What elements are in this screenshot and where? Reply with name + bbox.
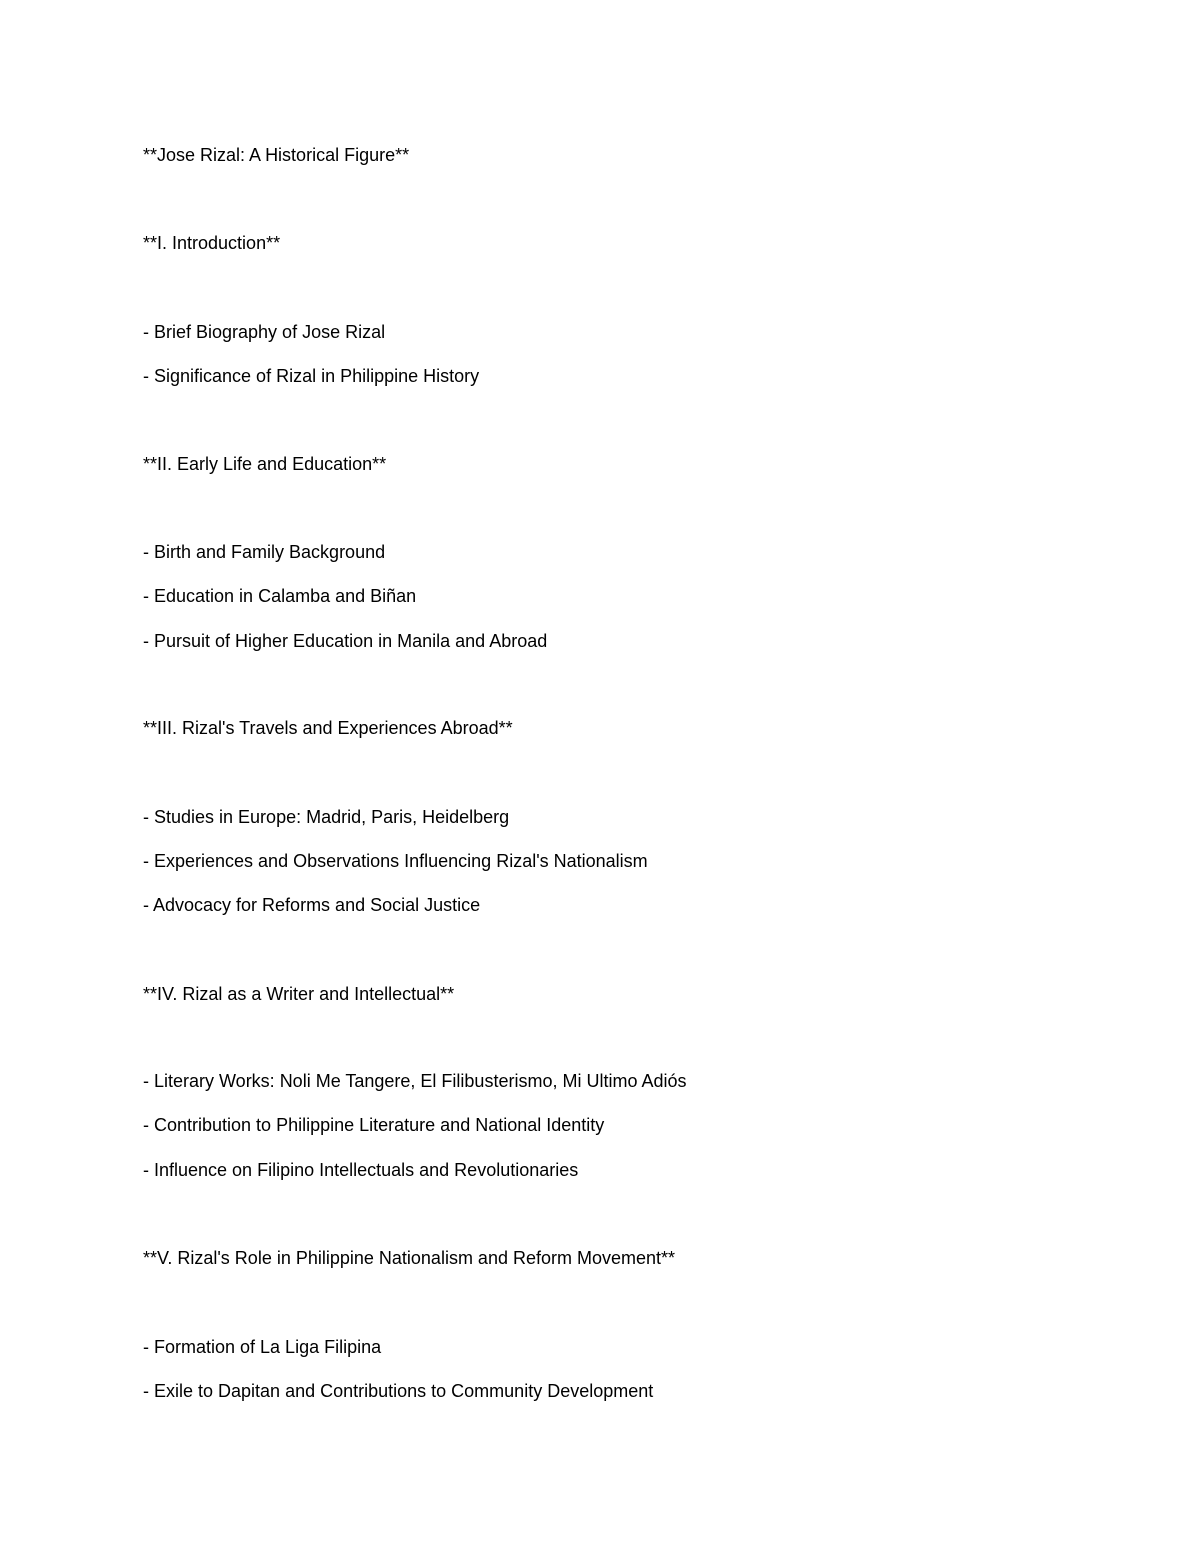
section-heading-early-life: **II. Early Life and Education**: [143, 454, 387, 474]
list-item: - Literary Works: Noli Me Tangere, El Filibusterismo, Mi Ultimo Adiós: [143, 1071, 687, 1091]
list-item: - Brief Biography of Jose Rizal: [143, 322, 386, 342]
list-item: - Pursuit of Higher Education in Manila and Abroad: [143, 631, 548, 651]
list-item: - Education in Calamba and Biñan: [143, 586, 417, 606]
list-item: - Birth and Family Background: [143, 542, 386, 562]
list-item: - Exile to Dapitan and Contributions to Community Development: [143, 1381, 654, 1401]
list-item: - Formation of La Liga Filipina: [143, 1337, 382, 1357]
section-heading-nationalism: **V. Rizal's Role in Philippine Nationalism and Reform Movement**: [143, 1248, 676, 1268]
list-item: - Influence on Filipino Intellectuals and Revolutionaries: [143, 1160, 579, 1180]
document-title: **Jose Rizal: A Historical Figure**: [143, 145, 410, 165]
list-item: - Studies in Europe: Madrid, Paris, Heidelberg: [143, 807, 510, 827]
section-heading-travels: **III. Rizal's Travels and Experiences Abroad**: [143, 718, 513, 738]
list-item: - Contribution to Philippine Literature and National Identity: [143, 1115, 605, 1135]
list-item: - Significance of Rizal in Philippine History: [143, 366, 480, 386]
section-heading-introduction: **I. Introduction**: [143, 233, 281, 253]
list-item: - Experiences and Observations Influencing Rizal's Nationalism: [143, 851, 648, 871]
list-item: - Advocacy for Reforms and Social Justice: [143, 895, 481, 915]
section-heading-writer: **IV. Rizal as a Writer and Intellectual**: [143, 984, 455, 1004]
